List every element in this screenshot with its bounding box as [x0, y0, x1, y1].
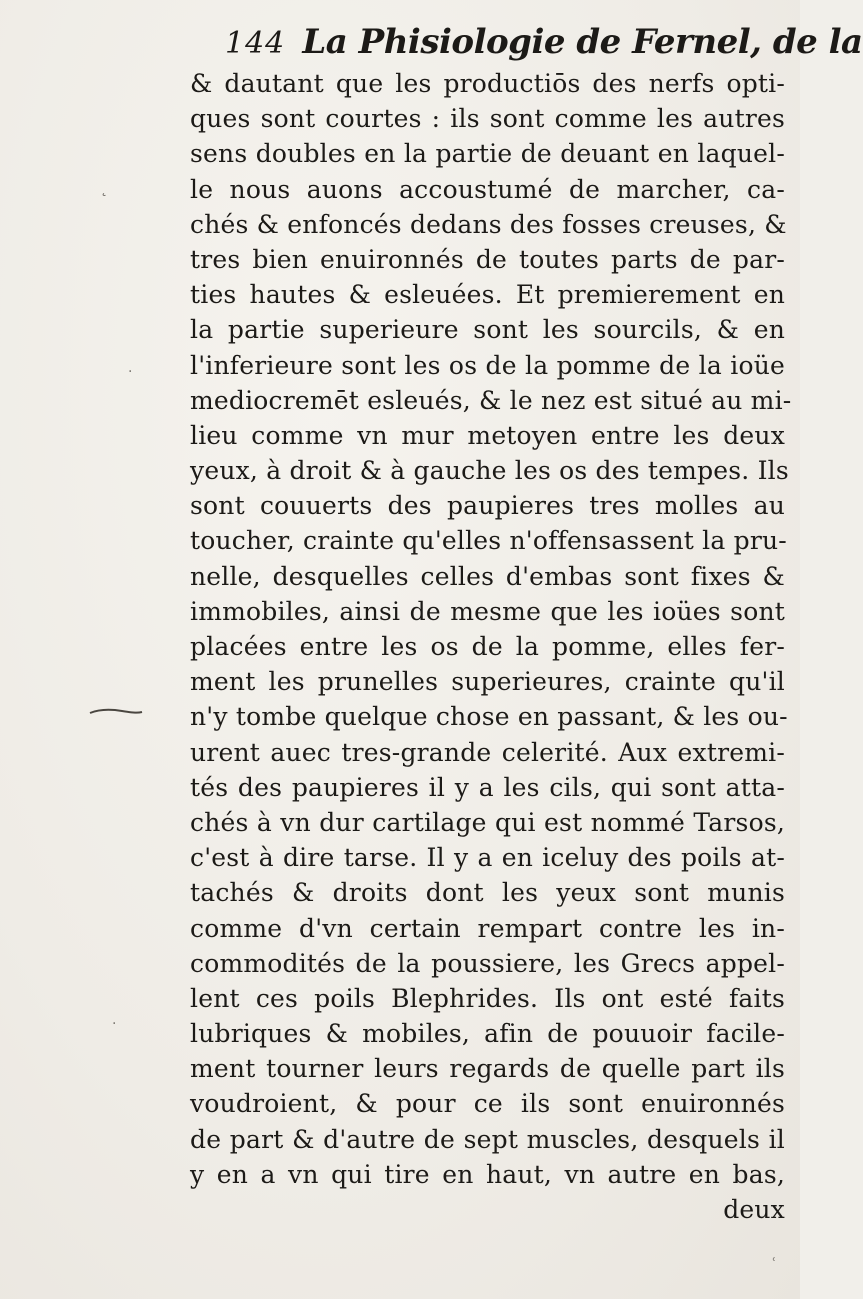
text-line: ques sont courtes : ils sont comme les autres	[190, 104, 785, 134]
text-line: commodités de la poussiere, les Grecs appel-	[190, 948, 785, 978]
text-line: tés des paupieres il y a les cils, qui sont atta-	[190, 772, 785, 802]
text-line: tachés & droits dont les yeux sont munis	[190, 878, 785, 908]
text-line: tres bien enuironnés de toutes parts de par-	[190, 244, 785, 274]
text-line: & dautant que les productiōs des nerfs opti-	[190, 69, 785, 98]
text-line: lubriques & mobiles, afin de pouuoir facile-	[190, 1019, 785, 1049]
text-line: la partie superieure sont les sourcils, & en	[190, 315, 785, 345]
text-line: le nous auons accoustumé de marcher, ca-	[190, 174, 785, 204]
margin-speck: ·	[128, 364, 133, 380]
text-line: placées entre les os de la pomme, elles fer-	[190, 632, 785, 661]
text-line: ties hautes & esleuées. Et premierement en	[190, 280, 785, 310]
page-number: 144	[225, 26, 286, 61]
text-line: voudroient, & pour ce ils sont enuironnés	[190, 1089, 785, 1119]
text-line: n'y tombe quelque chose en passant, & les ou-	[190, 702, 788, 732]
body-text	[190, 66, 792, 1227]
text-line: chés & enfoncés dedans des fosses creuses, &	[190, 209, 787, 239]
text-line: comme d'vn certain rempart contre les in-	[190, 913, 785, 943]
running-title: La Phisiologie de Fernel, de la	[302, 22, 863, 62]
text-line: l'inferieure sont les os de la pomme de la ioüe	[190, 350, 785, 380]
text-line: sens doubles en la partie de deuant en laquel-	[190, 139, 785, 169]
text-line: immobiles, ainsi de mesme que les ioües sont	[190, 596, 785, 626]
text-line: ment tourner leurs regards de quelle part ils	[190, 1054, 785, 1084]
text-line: c'est à dire tarse. Il y a en iceluy des poils at-	[190, 843, 785, 873]
text-line: lent ces poils Blephrides. Ils ont esté faits	[190, 983, 785, 1013]
text-line: ment les prunelles superieures, crainte qu'il	[190, 667, 785, 697]
margin-speck: ˛	[100, 178, 108, 197]
text-line: chés à vn dur cartilage qui est nommé Tarsos,	[190, 807, 785, 837]
margin-speck: ·	[112, 1016, 117, 1032]
margin-speck: ʿ	[772, 1256, 777, 1272]
catchword: deux	[723, 1195, 785, 1224]
text-line: toucher, crainte qu'elles n'offensassent la pru-	[190, 526, 787, 556]
text-line: urent auec tres-grande celerité. Aux extremi-	[190, 737, 785, 767]
text-line: mediocremēt esleués, & le nez est situé au mi-	[190, 385, 792, 415]
text-line: de part & d'autre de sept muscles, desquels il	[190, 1124, 785, 1154]
text-line: y en a vn qui tire en haut, vn autre en bas,	[190, 1159, 785, 1189]
text-line: lieu comme vn mur metoyen entre les deux	[190, 420, 785, 450]
page-header	[225, 22, 863, 72]
margin-dash-mark	[88, 705, 144, 719]
text-line: nelle, desquelles celles d'embas sont fixes &	[190, 561, 785, 591]
text-line: sont couuerts des paupieres tres molles au	[190, 491, 785, 521]
text-line: yeux, à droit & à gauche les os des tempes. Ils	[190, 456, 789, 486]
